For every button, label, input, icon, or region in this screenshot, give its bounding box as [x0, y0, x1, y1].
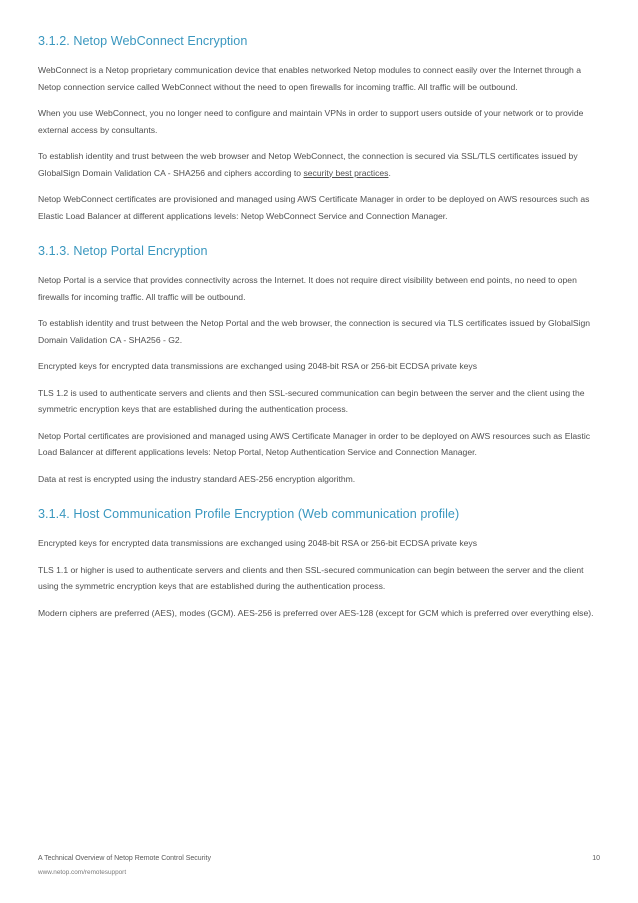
section-heading: 3.1.3. Netop Portal Encryption	[38, 244, 208, 258]
paragraph: TLS 1.2 is used to authenticate servers and clients and then SSL-secured communication can begin between the server and the client using the symmetric encryption keys that are established during the authentication process.	[38, 387, 585, 414]
paragraph-text: .	[388, 167, 391, 178]
section-portal-encryption	[38, 242, 604, 487]
paragraph: Data at rest is encrypted using the industry standard AES-256 encryption algorithm.	[38, 473, 356, 484]
paragraph-with-link	[38, 148, 604, 181]
paragraph-text: To establish identity and trust between the web browser and Netop WebConnect, the connection is secured via SSL/TLS certificates issued by GlobalSign Domain Validation CA - SHA256 and ciphers according to	[38, 151, 578, 178]
paragraph: Encrypted keys for encrypted data transmissions are exchanged using 2048-bit RSA or 256-bit ECDSA private keys	[38, 361, 477, 371]
footer-document-title: A Technical Overview of Netop Remote Control Security	[38, 855, 212, 862]
document-page	[38, 32, 604, 631]
section-heading: 3.1.2. Netop WebConnect Encryption	[38, 34, 248, 48]
paragraph: Netop Portal certificates are provisioned and managed using AWS Certificate Manager in order to be deployed on AWS resources such as Elastic Load Balancer at different applications levels: Netop Portal, Netop Authentication Service and Connection Manager.	[38, 430, 591, 457]
paragraph: Netop Portal is a service that provides connectivity across the Internet. It does not require direct visibility between end points, no need to open firewalls for incoming traffic. All traffic will be outbound.	[38, 275, 577, 302]
paragraph: Netop WebConnect certificates are provisioned and managed using AWS Certificate Manager in order to be deployed on AWS resources such as Elastic Load Balancer at different applications levels: Netop WebConnect Service and Connection Manager.	[38, 194, 590, 221]
paragraph: WebConnect is a Netop proprietary communication device that enables networked Netop modules to connect easily over the Internet through a Netop connection service called WebConnect without the need to open firewalls for incoming traffic. All traffic will be outbound.	[38, 65, 581, 92]
page-number: 10	[592, 855, 600, 862]
paragraph: To establish identity and trust between the Netop Portal and the web browser, the connection is secured via TLS certificates issued by GlobalSign Domain Validation CA - SHA256 - G2.	[38, 318, 591, 345]
security-best-practices-link[interactable]: security best practices	[303, 167, 389, 178]
footer-line	[38, 853, 600, 865]
page-footer	[38, 853, 600, 876]
paragraph: Encrypted keys for encrypted data transmissions are exchanged using 2048-bit RSA or 256-bit ECDSA private keys	[38, 538, 477, 548]
section-webconnect-encryption	[38, 32, 604, 224]
section-host-communication-encryption	[38, 505, 604, 621]
footer-url[interactable]: www.netop.com/remotesupport	[38, 869, 127, 876]
paragraph: TLS 1.1 or higher is used to authenticate servers and clients and then SSL-secured communication can begin between the server and the client using the symmetric encryption keys that are established during the authentication process.	[38, 564, 584, 591]
paragraph: Modern ciphers are preferred (AES), modes (GCM). AES-256 is preferred over AES-128 (except for GCM which is preferred over everything else).	[38, 607, 594, 618]
paragraph: When you use WebConnect, you no longer need to configure and maintain VPNs in order to support users outside of your network or to provide external access by consultants.	[38, 108, 584, 135]
section-heading: 3.1.4. Host Communication Profile Encryption (Web communication profile)	[38, 507, 460, 521]
